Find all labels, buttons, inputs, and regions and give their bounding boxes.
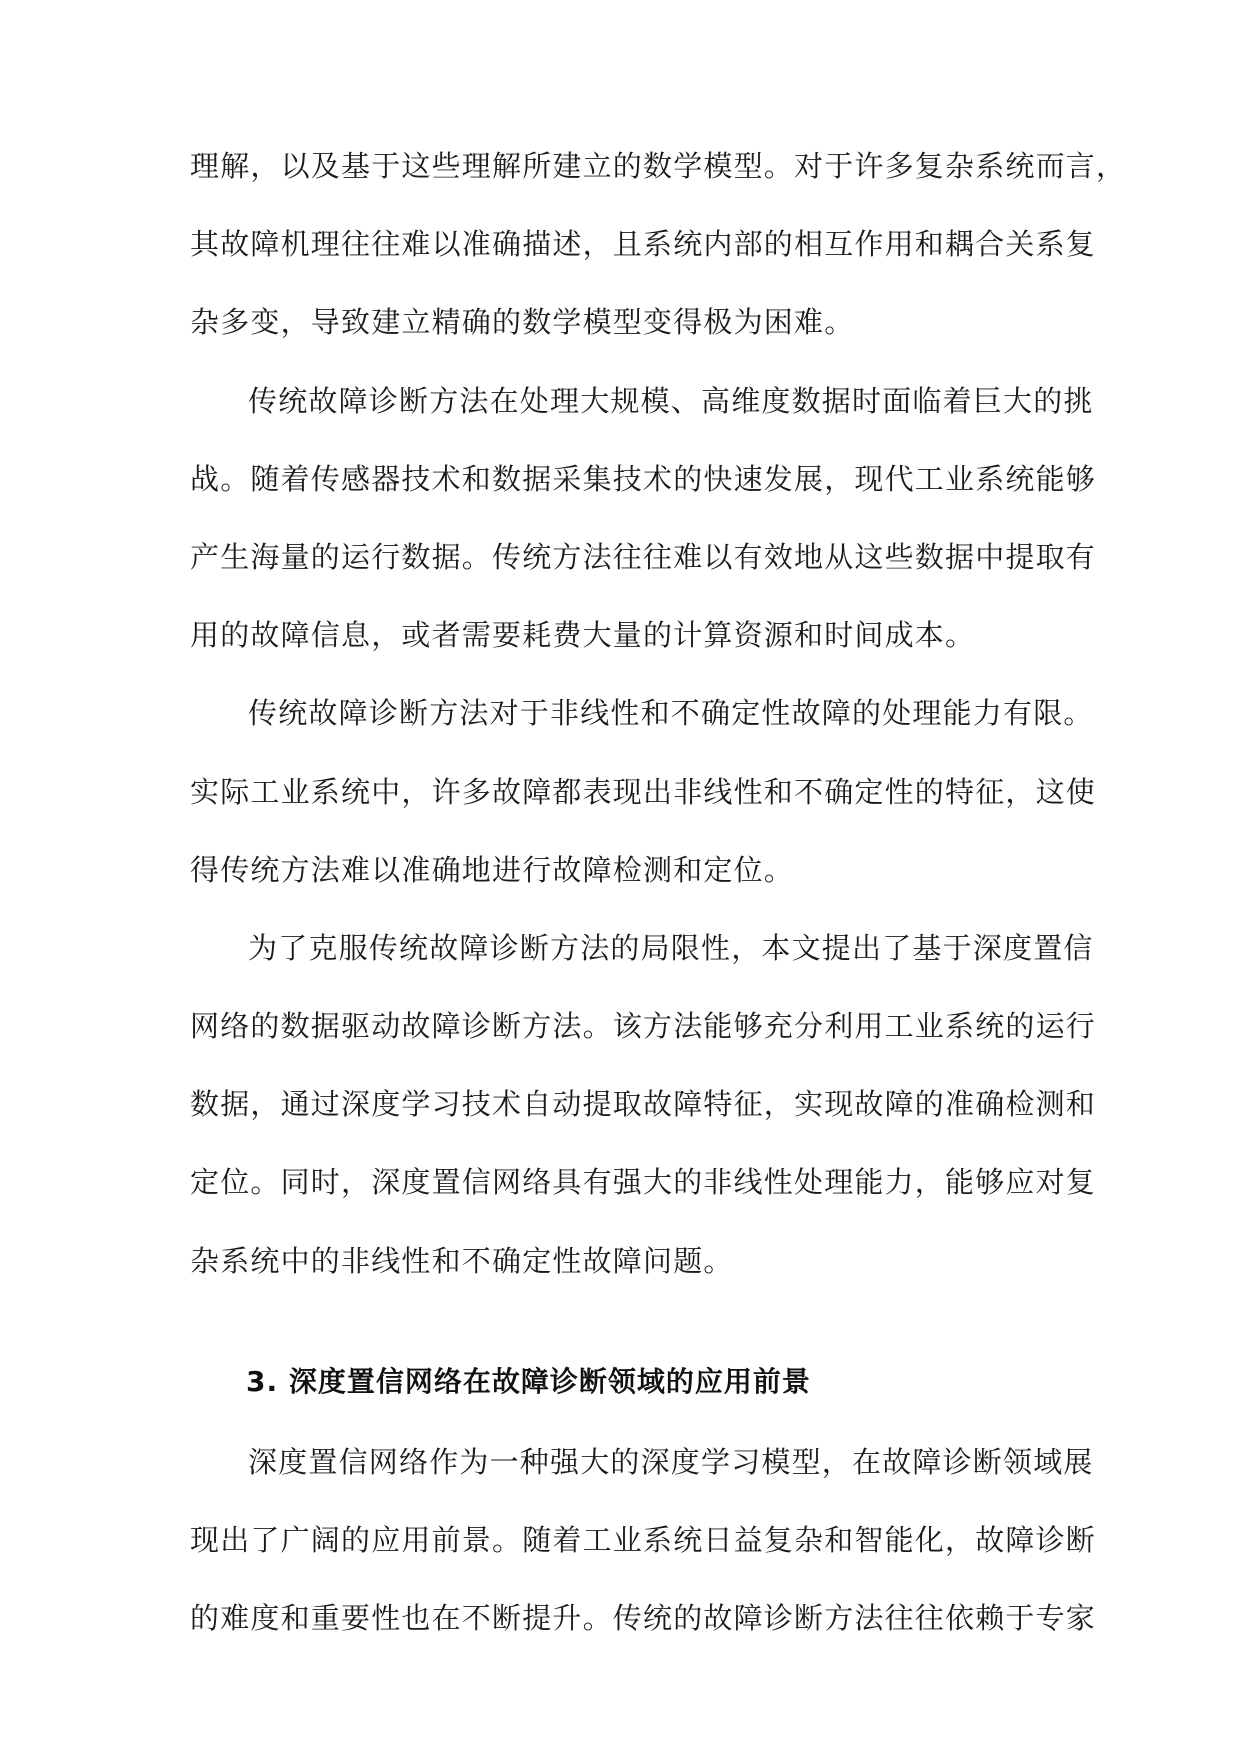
section-spacer bbox=[190, 1321, 1060, 1364]
text-line: 网络的数据驱动故障诊断方法。该方法能够充分利用工业系统的运行 bbox=[190, 1009, 1097, 1044]
text-line: 得传统方法难以准确地进行故障检测和定位。 bbox=[190, 852, 795, 887]
section-heading: 3. 深度置信网络在故障诊断领域的应用前景 bbox=[246, 1364, 811, 1398]
text-line: 实际工业系统中，许多故障都表现出非线性和不确定性的特征，这使 bbox=[190, 774, 1097, 809]
paragraph-2 bbox=[190, 383, 1097, 696]
text-line: 战。随着传感器技术和数据采集技术的快速发展，现代工业系统能够 bbox=[190, 461, 1097, 496]
document-body bbox=[190, 148, 1127, 1678]
text-line: 传统故障诊断方法对于非线性和不确定性故障的处理能力有限。 bbox=[248, 696, 1094, 731]
text-line: 定位。同时，深度置信网络具有强大的非线性处理能力，能够应对复 bbox=[190, 1165, 1097, 1200]
text-line: 杂多变，导致建立精确的数学模型变得极为困难。 bbox=[190, 305, 855, 340]
text-line: 传统故障诊断方法在处理大规模、高维度数据时面临着巨大的挑 bbox=[248, 383, 1094, 418]
text-line: 产生海量的运行数据。传统方法往往难以有效地从这些数据中提取有 bbox=[190, 539, 1097, 574]
text-line: 数据，通过深度学习技术自动提取故障特征，实现故障的准确检测和 bbox=[190, 1087, 1097, 1122]
paragraph-5 bbox=[190, 1444, 1097, 1679]
text-line: 现出了广阔的应用前景。随着工业系统日益复杂和智能化，故障诊断 bbox=[190, 1523, 1097, 1557]
text-line: 的难度和重要性也在不断提升。传统的故障诊断方法往往依赖于专家 bbox=[190, 1601, 1097, 1636]
text-line: 深度置信网络作为一种强大的深度学习模型，在故障诊断领域展 bbox=[248, 1444, 1094, 1479]
text-line: 为了克服传统故障诊断方法的局限性，本文提出了基于深度置信 bbox=[248, 930, 1094, 965]
text-line: 用的故障信息，或者需要耗费大量的计算资源和时间成本。 bbox=[190, 618, 976, 653]
paragraph-4 bbox=[190, 930, 1097, 1321]
paragraph-3 bbox=[190, 695, 1097, 930]
paragraph-1 bbox=[190, 148, 1127, 383]
text-line: 其故障机理往往难以准确描述，且系统内部的相互作用和耦合关系复 bbox=[190, 227, 1097, 262]
text-line: 杂系统中的非线性和不确定性故障问题。 bbox=[190, 1243, 734, 1278]
text-line: 理解，以及基于这些理解所建立的数学模型。对于许多复杂系统而言， bbox=[190, 149, 1127, 183]
